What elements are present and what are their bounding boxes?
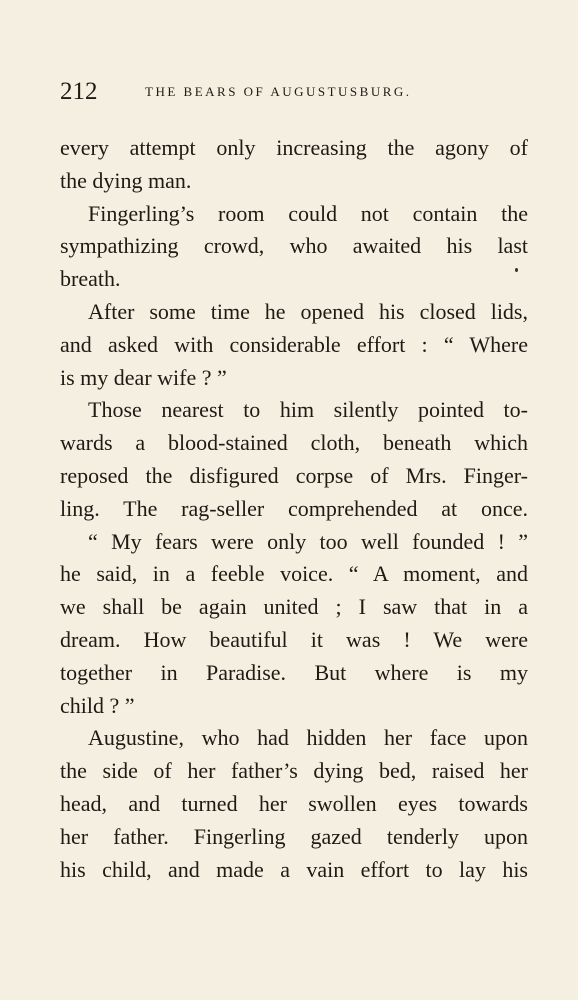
text-line: dream. How beautiful it was ! We were: [60, 626, 528, 652]
text-line: and asked with considerable effort : “ Where: [60, 331, 528, 357]
text-line: reposed the disfigured corpse of Mrs. Finger-: [60, 462, 528, 488]
text-line: “ My fears were only too well founded ! ”: [88, 528, 528, 554]
body-text: [60, 132, 528, 886]
text-line: is my dear wife ? ”: [60, 364, 227, 390]
text-line: Augustine, who had hidden her face upon: [88, 725, 528, 751]
text-line: together in Paradise. But where is my: [60, 659, 528, 685]
text-line: his child, and made a vain effort to lay his: [60, 856, 528, 882]
page-header: [60, 76, 528, 108]
text-line: the side of her father’s dying bed, raised her: [60, 758, 528, 784]
page-number: 212: [60, 78, 98, 105]
text-line: sympathizing crowd, who awaited his last: [60, 233, 528, 259]
text-line: head, and turned her swollen eyes towards: [60, 790, 528, 816]
text-line: wards a blood-stained cloth, beneath which: [60, 430, 528, 456]
text-line: her father. Fingerling gazed tenderly upon: [60, 823, 528, 849]
text-line: he said, in a feeble voice. “ A moment, and: [60, 561, 528, 587]
text-line: ling. The rag-seller comprehended at once.: [60, 495, 528, 521]
running-title: THE BEARS OF AUGUSTUSBURG.: [145, 84, 412, 99]
text-line: the dying man.: [60, 167, 192, 193]
text-line: Those nearest to him silently pointed to-: [88, 397, 528, 423]
text-line: we shall be again united ; I saw that in a: [60, 594, 528, 620]
text-line: every attempt only increasing the agony of: [60, 135, 528, 160]
text-line: breath.: [60, 266, 121, 292]
text-line: After some time he opened his closed lids,: [88, 298, 528, 324]
text-line: child ? ”: [60, 692, 135, 718]
text-line: Fingerling’s room could not contain the: [88, 200, 528, 226]
